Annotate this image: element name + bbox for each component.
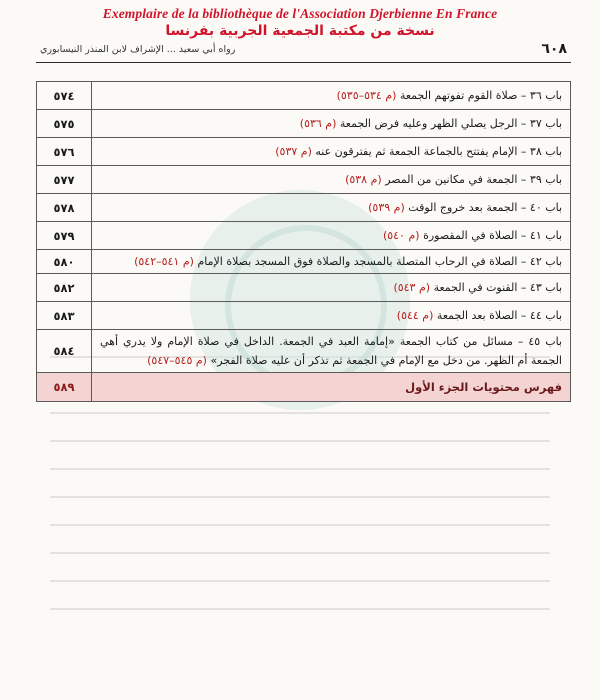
toc-page-number: ٥٧٨: [37, 194, 92, 222]
toc-entry-ref: (م ٥٣٧): [275, 145, 312, 158]
running-title: رواه أبي سعيد ... الإشراف لابن المنذر النيسابوري: [40, 44, 236, 55]
library-banner: [0, 6, 600, 39]
toc-row: [37, 274, 571, 302]
toc-final-row: [37, 373, 571, 402]
toc-entry-label: باب ٣٦ – صلاة القوم تفوتهم الجمعة: [399, 89, 562, 102]
toc-entry-label: باب ٣٨ – الإمام يفتتح بالجماعة الجمعة ثم يفترقون عنه: [315, 145, 562, 158]
page-number: ٦٠٨: [541, 41, 567, 57]
toc-page-number: ٥٨٢: [37, 274, 92, 302]
toc-page-number: ٥٨٤: [37, 330, 92, 373]
toc-entry-label: باب ٤٠ – الجمعة بعد خروج الوقت: [408, 201, 562, 214]
banner-line-en: Exemplaire de la bibliothèque de l'Association Djerbienne En France: [102, 6, 498, 21]
toc-entry-label: باب ٣٧ – الرجل يصلي الظهر وعليه فرض الجمعة: [339, 117, 562, 130]
toc-page-number: ٥٨٣: [37, 302, 92, 330]
toc-page-number: ٥٨٠: [37, 250, 92, 274]
toc-row: [37, 302, 571, 330]
toc-row: [37, 166, 571, 194]
toc-page-number: ٥٧٦: [37, 138, 92, 166]
toc-entry-label: باب ٤١ – الصلاة في المقصورة: [423, 229, 562, 242]
toc-row: [37, 138, 571, 166]
toc-row: [37, 330, 571, 373]
toc-entry-label: باب ٤٢ – الصلاة في الرحاب المتصلة بالمسجد والصلاة فوق المسجد بصلاة الإمام: [197, 255, 562, 268]
toc-entry: [92, 302, 571, 330]
toc-entry-ref: (م ٥٣٩): [368, 201, 405, 214]
toc-entry: [92, 194, 571, 222]
toc-row: [37, 250, 571, 274]
toc-entry: [92, 222, 571, 250]
toc-page-number: ٥٧٤: [37, 82, 92, 110]
toc-final-page: ٥٨٩: [37, 373, 92, 402]
toc-entry: [92, 82, 571, 110]
toc-row: [37, 222, 571, 250]
toc-entry-label: باب ٤٤ – الصلاة بعد الجمعة: [436, 309, 562, 322]
toc-row: [37, 194, 571, 222]
toc-entry-label: باب ٤٥ – مسائل من كتاب الجمعة «إمامة العبد في الجمعة. الداخل في صلاة الإمام ولا يدري أهي الجمعة أم الظهر. من دخل مع الإمام في الجمعة ثم تذكر أن عليه صلاة الفجر»: [100, 335, 562, 367]
toc-entry-ref: (م ٥٤١–٥٤٢): [134, 255, 194, 268]
toc-row: [37, 82, 571, 110]
toc-entry-ref: (م ٥٤٣): [393, 281, 431, 294]
toc-entry: [92, 138, 571, 166]
toc-entry-ref: (م ٥٣٤–٥٣٥): [336, 89, 397, 102]
toc-entry-label: باب ٤٣ – القنوت في الجمعة: [433, 281, 562, 294]
toc-page-number: ٥٧٩: [37, 222, 92, 250]
toc-entry: [92, 274, 571, 302]
toc-entry: [92, 166, 571, 194]
toc-entry-label: باب ٣٩ – الجمعة في مكانين من المصر: [385, 173, 562, 186]
toc-entry: [92, 330, 571, 373]
toc-final-label: فهرس محتويات الجزء الأول: [92, 373, 571, 402]
toc-entry: [92, 250, 571, 274]
toc-page-number: ٥٧٥: [37, 110, 92, 138]
page-header: [36, 40, 571, 63]
toc-entry-ref: (م ٥٣٦): [299, 117, 337, 130]
toc-table: [36, 81, 571, 402]
toc-entry: [92, 110, 571, 138]
toc-entry-ref: (م ٥٤٥–٥٤٧): [147, 354, 207, 367]
banner-line-ar: نسخة من مكتبة الجمعية الجربية بفرنسا: [165, 23, 435, 39]
toc-row: [37, 110, 571, 138]
toc-entry-ref: (م ٥٤٤): [396, 309, 434, 322]
toc-page-number: ٥٧٧: [37, 166, 92, 194]
toc-entry-ref: (م ٥٣٨): [345, 173, 382, 186]
toc-entry-ref: (م ٥٤٠): [382, 229, 420, 242]
